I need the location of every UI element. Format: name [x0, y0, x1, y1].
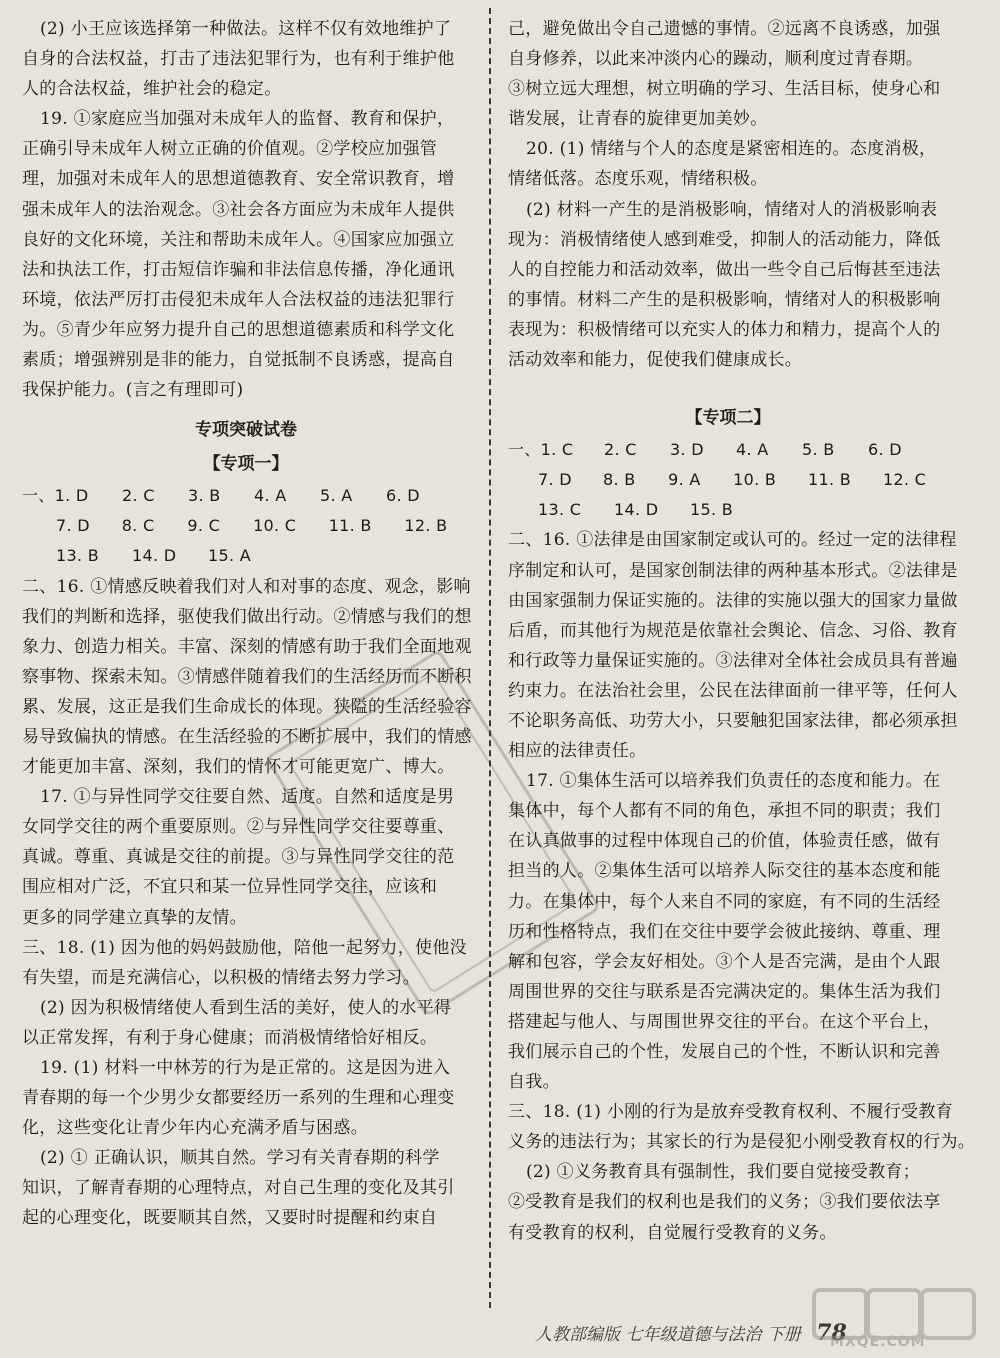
answer-item: 7. D [56, 516, 90, 536]
text-line: 素质；增强辨别是非的能力，自觉抵制不良诱惑，提高自 [22, 350, 455, 371]
text-line: 集体中，每个人都有不同的角色，承担不同的职责；我们 [508, 801, 941, 822]
text-line: 我们的判断和选择，驱使我们做出行动。②情感与我们的想 [22, 606, 472, 627]
text-line: 自身的合法权益，打击了违法犯罪行为，也有利于维护他 [22, 49, 455, 70]
answer-item: 3. D [670, 440, 704, 460]
text-line: 为。⑤青少年应努力提升自己的思想道德素质和科学文化 [22, 319, 455, 340]
answer-row [22, 511, 470, 541]
watermark-icon [920, 1288, 976, 1340]
answer-row [22, 481, 470, 511]
text-line: 搭建起与他人、与周围世界交往的平台。在这个平台上， [508, 1011, 941, 1032]
subsection-title: 【专项一】 [203, 454, 289, 475]
text-line: 有失望，而是充满信心，以积极的情绪去努力学习。 [22, 967, 420, 988]
page-number: 78 [816, 1320, 847, 1346]
text-line: 17. ①与异性同学交往要自然、适度。自然和适度是男 [40, 787, 455, 808]
answer-item: 4. A [254, 486, 287, 506]
answer-item: 15. B [690, 500, 734, 520]
text-line: 己，避免做出令自己遗憾的事情。②远离不良诱惑，加强 [508, 19, 941, 39]
text-line: 二、16. ①情感反映着我们对人和对事的态度、观念，影响 [22, 576, 471, 597]
answer-item: 5. A [320, 486, 353, 506]
text-line: 19. (1) 材料一中林芳的行为是正常的。这是因为进入 [40, 1058, 451, 1078]
text-line: 19. ①家庭应当加强对未成年人的监督、教育和保护， [40, 109, 455, 130]
answer-item: 12. C [882, 470, 927, 490]
text-line: 象力、创造力相关。丰富、深刻的情感有助于我们全面地观 [22, 636, 472, 657]
answer-item: 8. B [603, 470, 636, 490]
answer-item: 6. D [868, 440, 902, 460]
text-line: 不论职务高低、功劳大小，只要触犯国家法律，都必须承担 [508, 710, 958, 731]
text-line: 理，加强对未成年人的思想道德教育、安全常识教育，增 [22, 169, 455, 190]
text-line: 化，这些变化让青少年内心充满矛盾与困惑。 [22, 1118, 368, 1139]
text-line: (2) 小王应该选择第一种做法。这样不仅有效地维护了 [40, 19, 452, 39]
text-line: 人的自控能力和活动效率，做出一些令自己后悔甚至违法 [508, 259, 941, 280]
text-line: 真诚。尊重、真诚是交往的前提。③与异性同学交往的范 [22, 847, 455, 868]
answer-item: 12. B [404, 516, 448, 536]
answer-item: 9. C [187, 516, 221, 536]
text-line: 围应相对广泛，不宜只和某一位异性同学交往，应该和 [22, 877, 438, 898]
answer-item: 10. B [733, 470, 777, 490]
section-title: 专项突破试卷 [195, 420, 297, 441]
text-line: 情绪低落。态度乐观，情绪积极。 [508, 169, 768, 190]
right-column [508, 14, 976, 1248]
text-line: 强未成年人的法治观念。③社会各方面应为未成年人提供 [22, 199, 455, 220]
text-line: 知识，了解青春期的心理特点，对自己生理的变化及其引 [22, 1178, 455, 1199]
answer-item: 10. C [253, 516, 297, 536]
text-line: 担当的人。②集体生活可以培养人际交往的基本态度和能 [508, 861, 941, 882]
text-line: 和行政等力量保证实施的。③法律对全体社会成员具有普遍 [508, 650, 958, 671]
text-line: 解和包容，学会友好相处。③个人是否完满，是由个人跟 [508, 951, 941, 972]
text-line: 易导致偏执的情感。在生活经验的不断扩展中，我们的情感 [22, 726, 472, 747]
subsection-title: 【专项二】 [685, 408, 771, 429]
text-line: 的事情。材料二产生的是积极影响，情绪对人的积极影响 [508, 289, 941, 310]
watermark-icon [866, 1288, 922, 1340]
answer-row [508, 435, 948, 465]
text-line: 由国家强制力保证实施的。法律的实施以强大的国家力量做 [508, 590, 958, 611]
watermark-text: MXQE.COM [830, 1334, 926, 1350]
text-line: 更多的同学建立真挚的友情。 [22, 907, 247, 928]
answer-item: 一、1. D [22, 486, 89, 506]
text-line: 谐发展，让青春的旋律更加美妙。 [508, 109, 768, 130]
text-line: 三、18. (1) 因为他的妈妈鼓励他，陪他一起努力，使他没 [22, 937, 467, 958]
text-line: 有受教育的权利，自觉履行受教育的义务。 [508, 1222, 837, 1243]
text-line: (2) ①义务教育具有强制性，我们要自觉接受教育； [526, 1162, 920, 1183]
answer-item: 2. C [122, 486, 155, 506]
answer-item: 3. B [188, 486, 221, 506]
answer-row [22, 541, 470, 571]
text-line: 相应的法律责任。 [508, 741, 647, 762]
answer-item: 14. D [132, 546, 177, 566]
left-column [22, 14, 470, 1234]
text-line: 力。在集体中，每个人来自不同的家庭，有不同的生活经 [508, 891, 941, 912]
text-line: 约束力。在法治社会里，公民在法律面前一律平等，任何人 [508, 680, 958, 701]
text-line: 我们展示自己的个性，发展自己的个性，不断认识和完善 [508, 1042, 941, 1062]
text-line: 自身修养，以此来冲淡内心的躁动，顺利度过青春期。 [508, 49, 924, 70]
answer-item: 2. C [604, 440, 637, 460]
answer-item: 7. D [538, 470, 572, 490]
text-line: 三、18. (1) 小刚的行为是放弃受教育权利、不履行受教育 [508, 1102, 953, 1123]
answer-item: 4. A [736, 440, 769, 460]
text-line: 自我。 [508, 1072, 560, 1093]
text-line: 后盾，而其他行为规范是依靠社会舆论、信念、习俗、教育 [508, 620, 958, 641]
text-line: 察事物、探索未知。③情感伴随着我们的生活经历而不断积 [22, 666, 472, 687]
text-line: 环境，依法严厉打击侵犯未成年人合法权益的违法犯罪行 [22, 289, 455, 310]
column-divider [489, 8, 491, 1308]
text-line: 累、发展，这正是我们生命成长的体现。狭隘的生活经验容 [22, 696, 472, 717]
answer-item: 8. C [121, 516, 155, 536]
text-line: 活动效率和能力，促使我们健康成长。 [508, 350, 803, 371]
text-line: 良好的文化环境，关注和帮助未成年人。④国家应加强立 [22, 229, 455, 250]
text-line: 正确引导未成年人树立正确的价值观。②学校应加强管 [22, 139, 438, 160]
text-line: 周围世界的交往与联系是否完满决定的。集体生活为我们 [508, 981, 941, 1002]
answer-item: 一、1. C [508, 440, 574, 460]
text-line: 历和性格特点，我们在交往中要学会彼此接纳、尊重、理 [508, 921, 941, 942]
text-line: 二、16. ①法律是由国家制定或认可的。经过一定的法律程 [508, 530, 957, 551]
answer-item: 13. B [56, 546, 100, 566]
answer-item: 5. B [802, 440, 835, 460]
text-line: 我保护能力。(言之有理即可) [22, 380, 244, 401]
watermark-logo [812, 1288, 980, 1348]
watermark-icon [812, 1288, 868, 1340]
answer-item: 14. D [614, 500, 659, 520]
text-line: (2) 因为积极情绪使人看到生活的美好，使人的水平得 [40, 997, 452, 1018]
text-line: 人的合法权益，维护社会的稳定。 [22, 79, 282, 100]
answer-row [508, 495, 948, 525]
text-line: (2) 材料一产生的是消极影响，情绪对人的消极影响表 [526, 199, 938, 220]
text-line: ③树立远大理想，树立明确的学习、生活目标，使身心和 [508, 79, 941, 100]
text-line: 20. (1) 情绪与个人的态度是紧密相连的。态度消极， [526, 139, 937, 160]
text-line: 以正常发挥，有利于身心健康；而消极情绪恰好相反。 [22, 1027, 438, 1048]
text-line: 现为：消极情绪使人感到难受，抑制人的活动能力，降低 [508, 229, 941, 250]
answer-item: 11. B [808, 470, 852, 490]
text-line: 义务的违法行为；其家长的行为是侵犯小刚受教育权的行为。 [508, 1132, 976, 1153]
text-line: 女同学交往的两个重要原则。②与异性同学交往要尊重、 [22, 817, 455, 838]
text-line: 起的心理变化，既要顺其自然，又要时时提醒和约束自 [22, 1208, 438, 1229]
text-line: 在认真做事的过程中体现自己的价值，体验责任感，做有 [508, 831, 941, 852]
text-line: 青春期的每一个少男少女都要经历一系列的生理和心理变 [22, 1088, 455, 1109]
text-line: 法和执法工作，打击短信诈骗和非法信息传播，净化通讯 [22, 259, 455, 280]
answer-item: 11. B [328, 516, 372, 536]
answer-row [508, 465, 948, 495]
text-line: 才能更加丰富、深刻，我们的情怀才可能更宽广、博大。 [22, 757, 455, 778]
book-title: 人教部编版 七年级道德与法治 下册 [535, 1325, 801, 1345]
answer-item: 6. D [386, 486, 420, 506]
answer-item: 9. A [668, 470, 701, 490]
answer-item: 15. A [208, 546, 251, 566]
text-line: ②受教育是我们的权利也是我们的义务；③我们要依法享 [508, 1192, 941, 1213]
text-line: 表现为：积极情绪可以充实人的体力和精力，提高个人的 [508, 319, 941, 340]
text-line: (2) ① 正确认识，顺其自然。学习有关青春期的科学 [40, 1148, 440, 1169]
text-line: 序制定和认可，是国家创制法律的两种基本形式。②法律是 [508, 560, 958, 581]
answer-item: 13. C [538, 500, 582, 520]
text-line: 17. ①集体生活可以培养我们负责任的态度和能力。在 [526, 771, 941, 792]
